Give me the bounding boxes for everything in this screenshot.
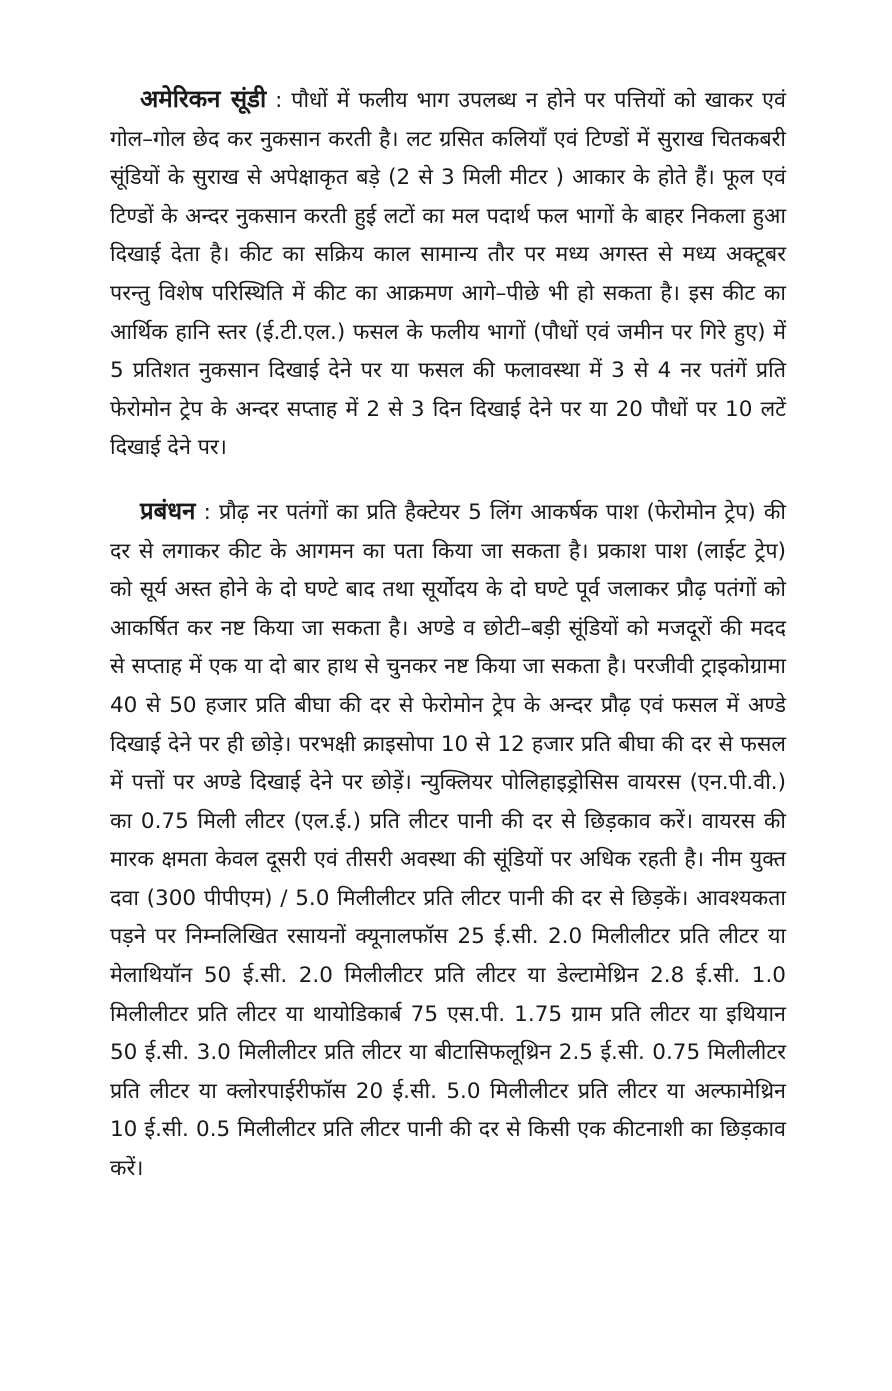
paragraph-text: : पौधों में फलीय भाग उपलब्ध न होने पर पत्तियों को खाकर एवं गोल–गोल छेद कर नुकसान करती है। लट ग्रसित कलियाँ एवं टिण्डों में सुराख चितकबरी सूंडियों के सुराख से अपेक्षाकृत बड़े (2 से 3 मिली मीटर ) आकार के होते हैं। फूल एवं टिण्डों के अन्दर नुकसान करती हुई लटों का मल पदार्थ फल भागों के बाहर निकला हुआ दिखाई देता है। कीट का सक्रिय काल सामान्य तौर पर मध्य अगस्त से मध्य अक्टूबर परन्तु विशेष परिस्थिति में कीट का आक्रमण आगे–पीछे भी हो सकता है। इस कीट का आर्थिक हानि स्तर (ई.टी.एल.) फसल के फलीय भागों (पौधों एवं जमीन पर गिरे हुए) में 5 प्रतिशत नुकसान दिखाई देने पर या फसल की फलावस्था में 3 से 4 नर पतंगें प्रति फेरोमोन ट्रेप के अन्दर सप्ताह में 2 से 3 दिन दिखाई देने पर या 20 पौधों पर 10 लटें दिखाई देने पर। (110, 88, 787, 461)
paragraph-text: : प्रौढ़ नर पतंगों का प्रति हैक्टेयर 5 लिंग आकर्षक पाश (फेरोमोन ट्रेप) की दर से लगाकर कीट के आगमन का पता किया जा सकता है। प्रकाश पाश (लाईट ट्रेप) को सूर्य अस्त होने के दो घण्टे बाद तथा सूर्योदय के दो घण्टे पूर्व जलाकर प्रौढ़ पतंगों को आकर्षित कर नष्ट किया जा सकता है। अण्डे व छोटी–बड़ी सूंडियों को मजदूरों की मदद से सप्ताह में एक या दो बार हाथ से चुनकर नष्ट किया जा सकता है। परजीवी ट्राइकोग्रामा 40 से 50 हजार प्रति बीघा की दर से फेरोमोन ट्रेप के अन्दर प्रौढ़ एवं फसल में अण्डे दिखाई देने पर ही छोड़े। परभक्षी क्राइसोपा 10 से 12 हजार प्रति बीघा की दर से फसल में पत्तों पर अण्डे दिखाई देने पर छोड़ें। न्युक्लियर पोलिहाइड्रोसिस वायरस (एन.पी.वी.) का 0.75 मिली लीटर (एल.ई.) प्रति लीटर पानी की दर से छिड़काव करें। वायरस की मारक क्षमता केवल दूसरी एवं तीसरी अवस्था की सूंडियों पर अधिक रहती है। नीम युक्त दवा (300 पीपीएम) / 5.0 मिलीलीटर प्रति लीटर पानी की दर से छिड़कें। आवश्यकता पड़ने पर निम्नलिखित रसायनों क्यूनालफॉस 25 ई.सी. 2.0 मिलीलीटर प्रति लीटर या मेलाथियॉन 50 ई.सी. 2.0 मिलीलीटर प्रति लीटर या डेल्टामेथ्रिन 2.8 ई.सी. 1.0 मिलीलीटर प्रति लीटर या थायोडिकार्ब 75 एस.पी. 1.75 ग्राम प्रति लीटर या इथियान 50 ई.सी. 3.0 मिलीलीटर प्रति लीटर या बीटासिफलूथ्रिन 2.5 ई.सी. 0.75 मिलीलीटर प्रति लीटर या क्लोरपाईरीफॉस 20 ई.सी. 5.0 मिलीलीटर प्रति लीटर या अल्फामेथ्रिन 10 ई.सी. 0.5 मिलीलीटर प्रति लीटर पानी की दर से किसी एक कीटनाशी का छिड़काव करें। (110, 499, 786, 1182)
document-page (110, 80, 786, 1189)
paragraph-management (110, 492, 786, 1189)
heading-american-bollworm: अमेरिकन सूंडी (140, 85, 267, 113)
heading-management: प्रबंधन (140, 496, 196, 525)
paragraph-american-bollworm (110, 80, 786, 468)
